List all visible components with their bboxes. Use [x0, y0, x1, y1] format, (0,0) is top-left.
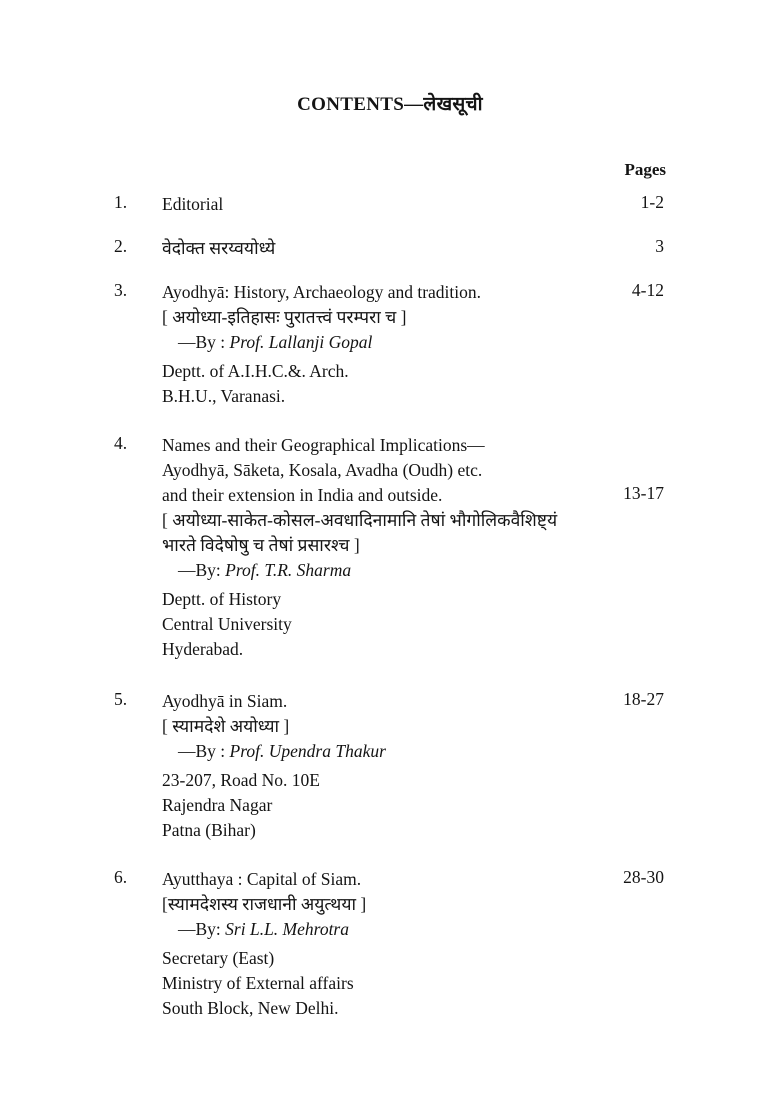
entry-number: 2. — [114, 236, 128, 256]
entry-number: 4. — [114, 433, 128, 453]
byline-prefix: —By : — [178, 741, 230, 761]
entry-author: Prof. Upendra Thakur — [229, 741, 386, 761]
entry-byline — [162, 558, 612, 583]
entry-pages: 18-27 — [623, 689, 664, 709]
entry-affiliation: Hyderabad. — [162, 639, 244, 659]
entry-number: 3. — [114, 280, 128, 300]
entry-pages: 4-12 — [631, 280, 664, 300]
entry-pages: 13-17 — [623, 483, 664, 503]
entry-affiliation: South Block, New Delhi. — [162, 998, 339, 1018]
byline-prefix: —By: — [178, 560, 226, 580]
entry-title: वेदोक्त सरय्वयोध्ये — [162, 238, 276, 258]
entry-title-sanskrit: [ अयोध्या-साकेत-कोसल-अवधादिनामानि तेषां भौगोलिकवैशिष्ट्यं — [162, 510, 558, 530]
entry-affiliation: Central University — [162, 614, 292, 634]
entry-title: Ayutthaya : Capital of Siam. — [162, 869, 362, 889]
entry-title: Editorial — [162, 194, 224, 214]
entry-affiliation: Deptt. of History — [162, 589, 282, 609]
entry-title-sanskrit: [ स्यामदेशे अयोध्या ] — [162, 716, 290, 736]
entry-pages: 3 — [655, 236, 664, 256]
entry-number: 5. — [114, 689, 128, 709]
entry-title: Names and their Geographical Implications— — [162, 435, 485, 455]
byline-prefix: —By : — [178, 332, 230, 352]
entry-affiliation: Ministry of External affairs — [162, 973, 354, 993]
pages-column-header: Pages — [624, 160, 666, 179]
entry-affiliation: Deptt. of A.I.H.C.&. Arch. — [162, 361, 349, 381]
entry-pages: 1-2 — [640, 192, 664, 212]
entry-author: Prof. Lallanji Gopal — [229, 332, 373, 352]
entry-author: Sri L.L. Mehrotra — [225, 919, 349, 939]
entry-number: 1. — [114, 192, 128, 212]
entry-title: Ayodhyā, Sāketa, Kosala, Avadha (Oudh) etc. — [162, 460, 483, 480]
entry-byline — [162, 917, 612, 942]
entry-body — [162, 280, 612, 409]
entry-title: Ayodhyā: History, Archaeology and tradition. — [162, 282, 481, 302]
contents-title: CONTENTS—लेखसूची — [297, 94, 483, 115]
entry-author: Prof. T.R. Sharma — [225, 560, 352, 580]
entry-number: 6. — [114, 867, 128, 887]
entry-title: Ayodhyā in Siam. — [162, 691, 288, 711]
entry-affiliation: Patna (Bihar) — [162, 820, 256, 840]
entry-byline — [162, 739, 612, 764]
entry-title-sanskrit: [स्यामदेशस्य राजधानी अयुत्थया ] — [162, 894, 367, 914]
entry-body — [162, 689, 612, 843]
entry-body — [162, 236, 612, 261]
entry-body — [162, 192, 612, 217]
entry-affiliation: B.H.U., Varanasi. — [162, 386, 286, 406]
entry-pages: 28-30 — [623, 867, 664, 887]
entry-body — [162, 433, 612, 662]
entry-title: and their extension in India and outside. — [162, 485, 443, 505]
entry-title-sanskrit: भारते विदेषोषु च तेषां प्रसारश्च ] — [162, 535, 360, 555]
entry-title-sanskrit: [ अयोध्या-इतिहासः पुरातत्त्वं परम्परा च ] — [162, 307, 407, 327]
entry-byline — [162, 330, 612, 355]
byline-prefix: —By: — [178, 919, 226, 939]
entry-affiliation: Rajendra Nagar — [162, 795, 273, 815]
entry-body — [162, 867, 612, 1021]
entry-affiliation: 23-207, Road No. 10E — [162, 770, 320, 790]
entry-affiliation: Secretary (East) — [162, 948, 275, 968]
